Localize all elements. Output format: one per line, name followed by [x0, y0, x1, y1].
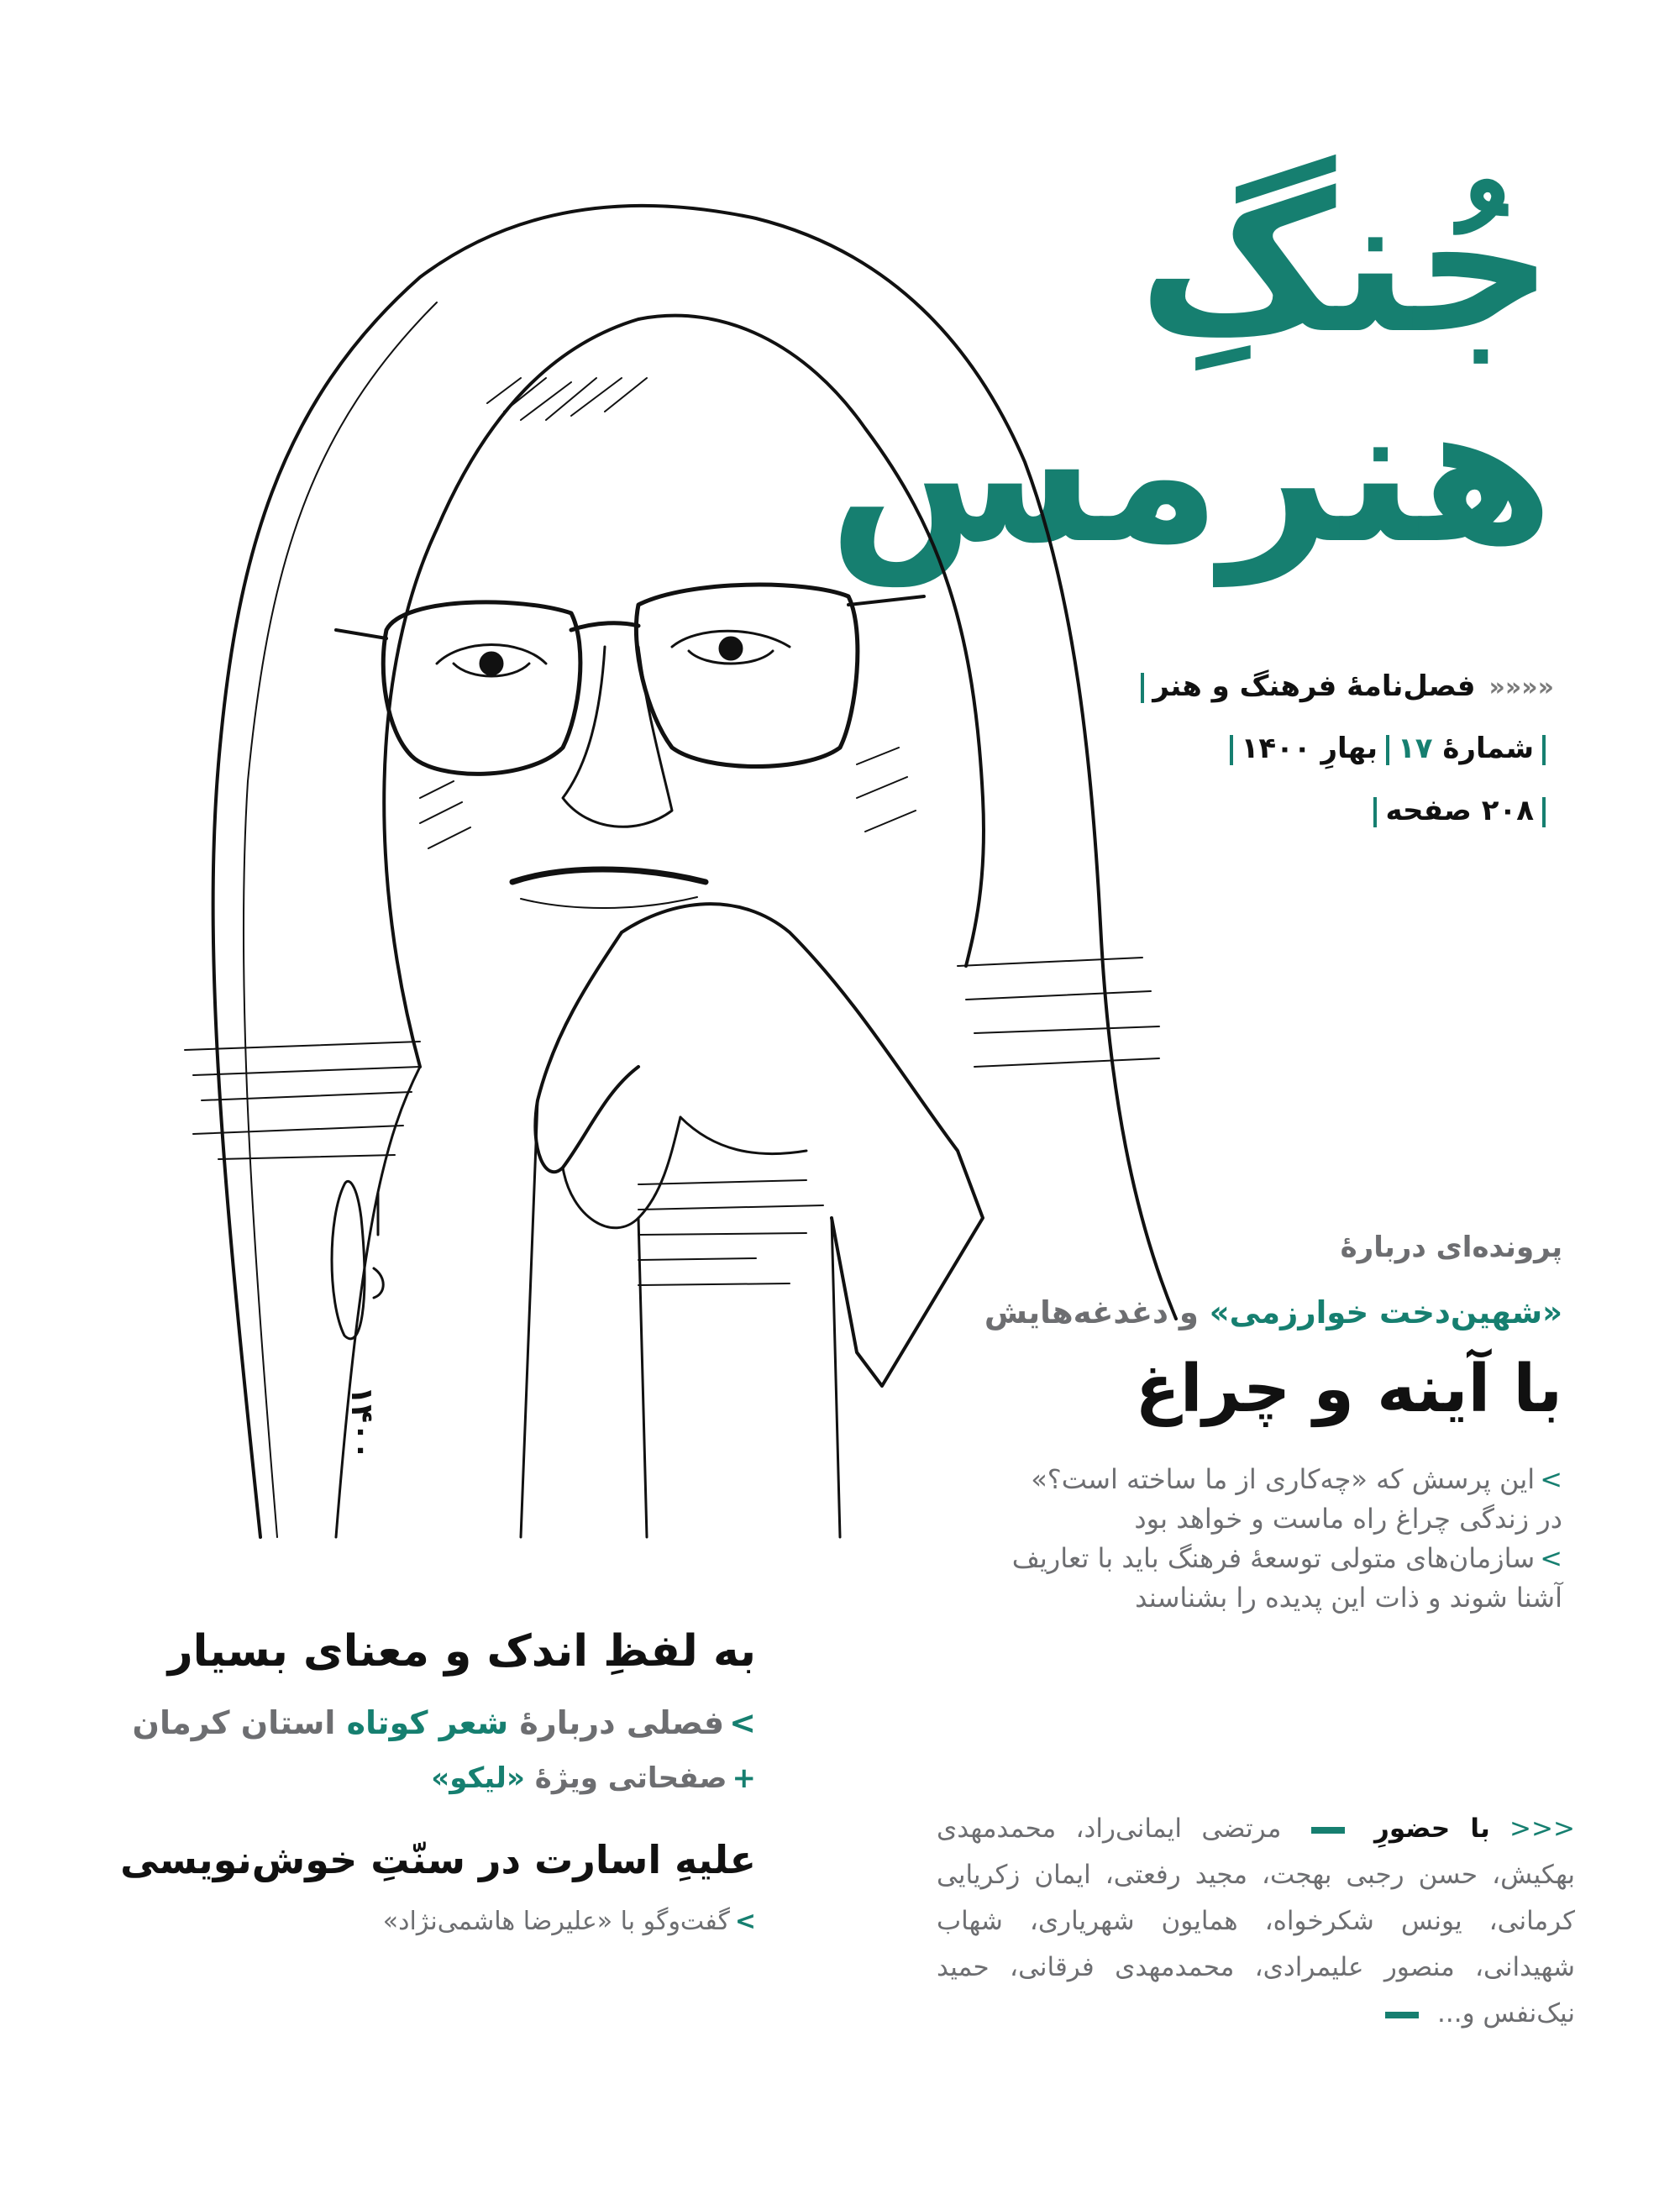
feature-sub-short-poetry — [132, 1703, 756, 1744]
feature-bullet — [924, 1460, 1562, 1499]
issue-label: شمارهٔ — [1442, 732, 1534, 765]
illustration-signature: ۱۴۰۰ — [344, 1386, 379, 1460]
masthead-subtitle: فصل‌نامهٔ فرهنگ و هنر — [1152, 669, 1476, 703]
feature-title-short-poetry: به لفظِ اندک و معنای بسیار — [167, 1626, 756, 1677]
logo-line-2: هنرمس — [828, 362, 1554, 586]
dash-mark — [1385, 2012, 1419, 2018]
feature-subject — [924, 1294, 1562, 1331]
divider-bar — [1386, 735, 1389, 765]
issue-season: بهارِ ۱۴۰۰ — [1241, 732, 1378, 765]
sub-text: استان کرمان — [132, 1704, 336, 1742]
sub-text: فصلی دربارهٔ — [519, 1704, 725, 1742]
feature-bullet-line: سازمان‌های متولی توسعهٔ فرهنگ باید با تعاریف — [1011, 1541, 1536, 1574]
feature-sub-interview — [168, 1905, 756, 1938]
cover-feature — [924, 1231, 1562, 1618]
feature-subject-name: «شهین‌دخت خوارزمی» — [1209, 1294, 1562, 1331]
chevrons-icon: «««« — [1488, 673, 1554, 702]
divider-bar — [1373, 797, 1377, 827]
feature-bullet-line: آشنا شوند و ذات این پدیده را بشناسند — [1135, 1581, 1562, 1614]
sub-text: گفت‌وگو با «علیرضا هاشمی‌نژاد» — [382, 1907, 730, 1937]
feature-kicker: پرونده‌ای دربارهٔ — [1340, 1231, 1562, 1264]
feature-sub-liko — [168, 1760, 756, 1797]
contributors-list — [937, 1806, 1575, 2037]
bullet-arrow-icon: > — [729, 1704, 756, 1742]
feature-bullet-line: در زندگی چراغ راه ماست و خواهد بود — [1134, 1502, 1562, 1535]
contributors-lead: با حضورِ — [1374, 1813, 1490, 1844]
highlight-text: شعر کوتاه — [346, 1704, 509, 1742]
page-count: ۲۰۸ صفحه — [1385, 794, 1534, 827]
highlight-text: «لیکو» — [431, 1761, 525, 1795]
arrows-icon: <<< — [1509, 1813, 1575, 1844]
feature-bullet-line: این پرسش که «چه‌کاری از ما ساخته است؟» — [1031, 1462, 1536, 1495]
bullet-arrow-icon: > — [1540, 1541, 1562, 1574]
bullet-arrow-icon: > — [734, 1907, 756, 1937]
contributors-names: مرتضی ایمانی‌راد، محمدمهدی بهکیش، حسن رجبی بهجت، مجید رفعتی، ایمان زکریایی کرمانی، یونس شکرخواه، همایون شهریاری، شهاب شهیدانی، منصور علیمرادی، محمدمهدی فرقانی، حمید نیک‌نفس و... — [937, 1813, 1575, 2029]
plus-icon: + — [732, 1761, 756, 1795]
feature-headline: با آینه و چراغ — [1135, 1352, 1562, 1427]
bullet-arrow-icon: > — [1540, 1462, 1562, 1495]
logo-line-1: جُنگِ — [1137, 152, 1554, 376]
dash-mark — [1311, 1827, 1345, 1834]
feature-subject-suffix: و دغدغه‌هایش — [984, 1294, 1199, 1331]
feature-title-calligraphy: علیهِ اسارت در سنّتِ خوش‌نویسی — [120, 1836, 756, 1882]
issue-number: ۱۷ — [1398, 732, 1433, 765]
divider-bar — [1542, 735, 1546, 765]
divider-bar — [1542, 797, 1546, 827]
feature-bullet — [924, 1539, 1562, 1578]
sub-text: صفحاتی ویژهٔ — [534, 1761, 727, 1795]
secondary-features — [120, 1625, 756, 1938]
feature-bullets — [924, 1460, 1562, 1618]
